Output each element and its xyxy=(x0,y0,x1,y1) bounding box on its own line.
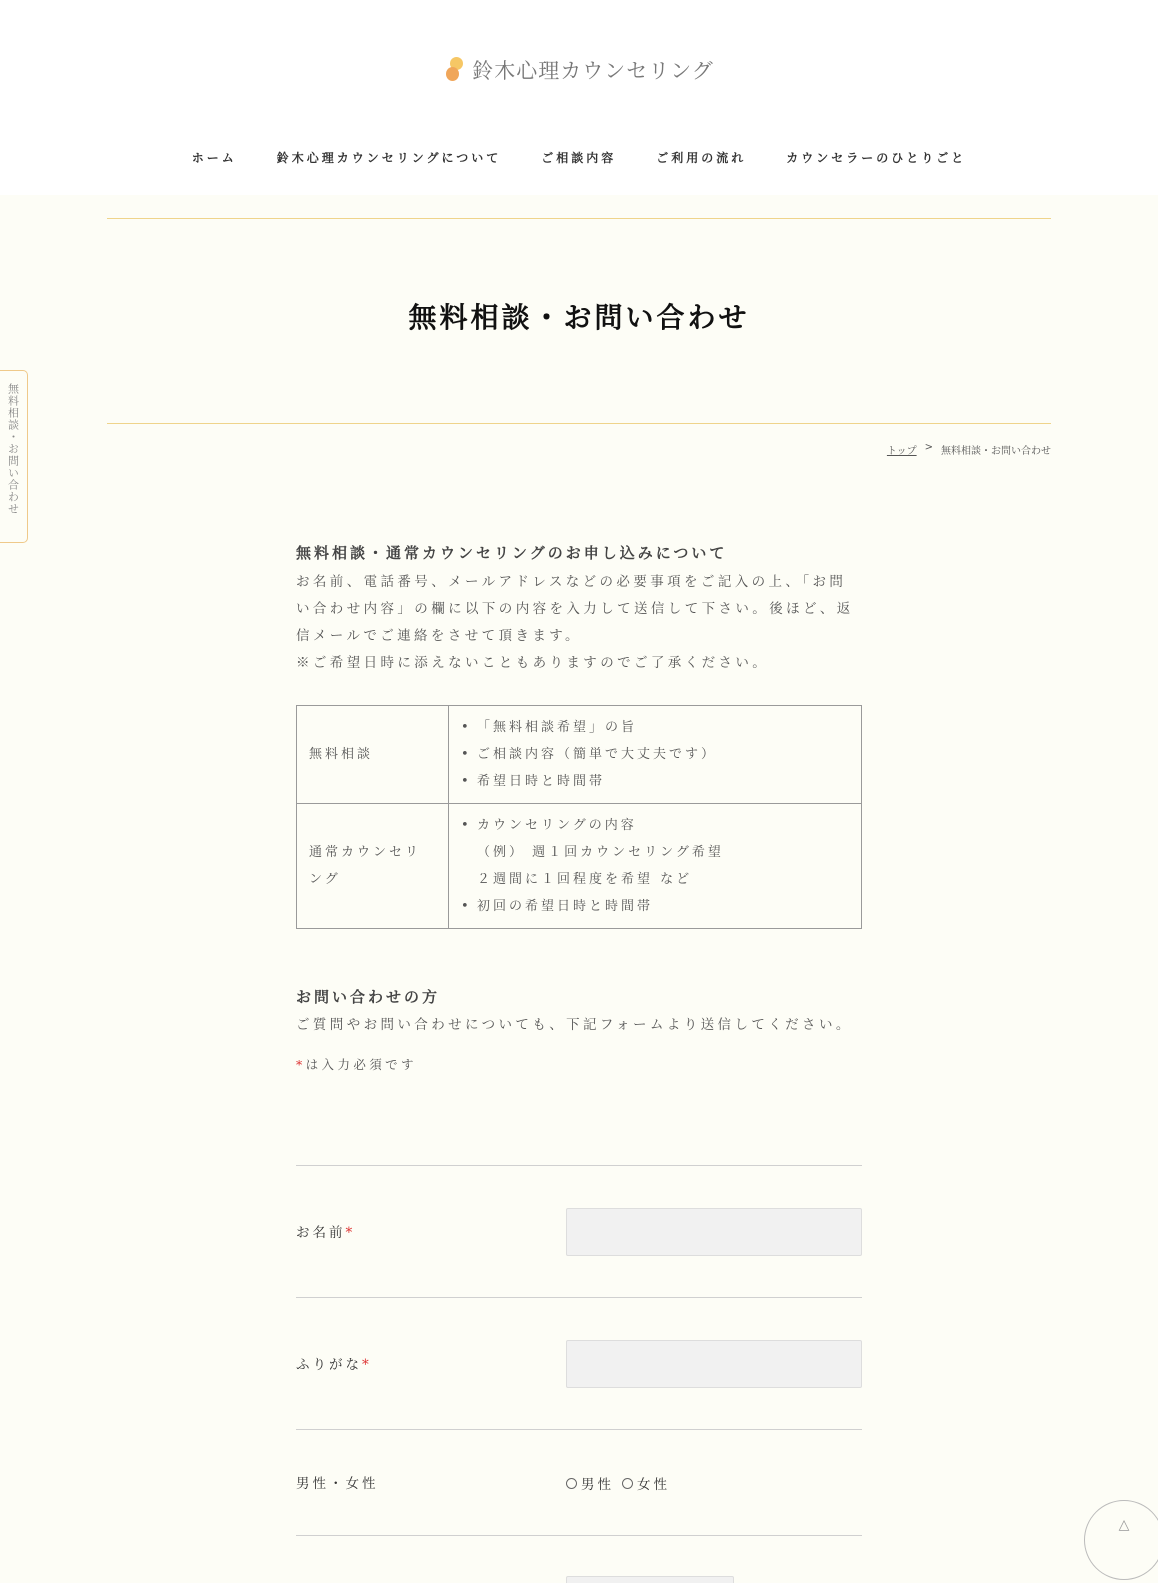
title-bottom-divider xyxy=(107,423,1051,424)
site-header xyxy=(0,0,1158,195)
furigana-label: ふりがな* xyxy=(296,1357,372,1373)
intro-text: お名前、電話番号、メールアドレスなどの必要事項をご記入の上、「お問 い合わせ内容」の欄に以下の内容を入力して送信して下さい。後ほど、返 信メールでご連絡をさせて頂きます。 ※ご希望日時に添えないこともありますのでご了承ください。 xyxy=(296,574,854,671)
list-item: • 「無料相談希望」の旨 xyxy=(461,714,849,741)
side-contact-tab[interactable] xyxy=(0,370,28,543)
breadcrumb-separator: > xyxy=(924,442,933,453)
form-divider xyxy=(296,1297,862,1298)
back-to-top-button[interactable] xyxy=(1084,1500,1158,1580)
nav-item-flow[interactable]: ご利用の流れ xyxy=(656,151,747,165)
name-label: お名前* xyxy=(296,1225,356,1241)
nav-item-home[interactable]: ホーム xyxy=(191,151,237,165)
inquiry-text: ご質問やお問い合わせについても、下記フォームより送信してください。 xyxy=(296,1017,853,1033)
gender-radio-male[interactable] xyxy=(566,1478,577,1489)
table-value-free xyxy=(449,706,862,804)
site-logo[interactable] xyxy=(0,55,1158,85)
name-input[interactable] xyxy=(566,1208,862,1256)
title-top-divider xyxy=(107,218,1051,219)
breadcrumb xyxy=(887,442,1051,457)
table-value-regular xyxy=(449,804,862,929)
list-item: • カウンセリングの内容 xyxy=(461,812,849,839)
gender-radio-group xyxy=(566,1473,678,1493)
breadcrumb-current: 無料相談・お問い合わせ xyxy=(941,446,1051,457)
nav-item-consultation[interactable]: ご相談内容 xyxy=(541,151,617,165)
side-contact-tab-label: 無料相談・お問い合わせ xyxy=(6,383,20,515)
gender-label: 男性・女性 xyxy=(296,1476,379,1492)
form-divider xyxy=(296,1165,862,1166)
nav-item-blog[interactable]: カウンセラーのひとりごと xyxy=(786,151,967,165)
inquiry-heading: お問い合わせの方 xyxy=(296,988,441,1006)
logo-dots-icon xyxy=(444,55,466,85)
form-divider xyxy=(296,1429,862,1430)
example-line: （例） 週１回カウンセリング希望 xyxy=(477,845,724,860)
gender-radio-female[interactable] xyxy=(622,1478,633,1489)
inquiry-section xyxy=(296,986,862,1078)
gender-radio-female-label[interactable]: 女性 xyxy=(637,1477,670,1493)
logo-text: 鈴木心理カウンセリング xyxy=(472,59,714,83)
intro-heading: 無料相談・通常カウンセリングのお申し込みについて xyxy=(296,544,728,562)
global-nav xyxy=(0,149,1158,166)
breadcrumb-top-link[interactable]: トップ xyxy=(886,446,917,457)
list-item: • 希望日時と時間帯 xyxy=(461,768,849,795)
page-title: 無料相談・お問い合わせ xyxy=(408,301,750,334)
intro-section xyxy=(296,542,862,677)
table-row xyxy=(297,804,862,929)
gender-radio-male-label[interactable]: 男性 xyxy=(581,1477,614,1493)
required-note: *は入力必須です xyxy=(296,1057,417,1072)
application-info-table xyxy=(296,705,862,929)
form-divider xyxy=(296,1535,862,1536)
triangle-up-icon: △ xyxy=(1118,1517,1130,1533)
list-item: • ご相談内容（簡単で大丈夫です） xyxy=(461,741,849,768)
table-key-regular: 通常カウンセリ ング xyxy=(297,804,449,929)
table-row xyxy=(297,706,862,804)
list-item: • 初回の希望日時と時間帯 xyxy=(461,893,849,920)
example-line: ２週間に１回程度を希望 など xyxy=(477,872,693,887)
next-field-input[interactable] xyxy=(566,1576,734,1583)
table-key-free: 無料相談 xyxy=(297,706,449,804)
furigana-input[interactable] xyxy=(566,1340,862,1388)
nav-item-about[interactable]: 鈴木心理カウンセリングについて xyxy=(276,151,502,165)
